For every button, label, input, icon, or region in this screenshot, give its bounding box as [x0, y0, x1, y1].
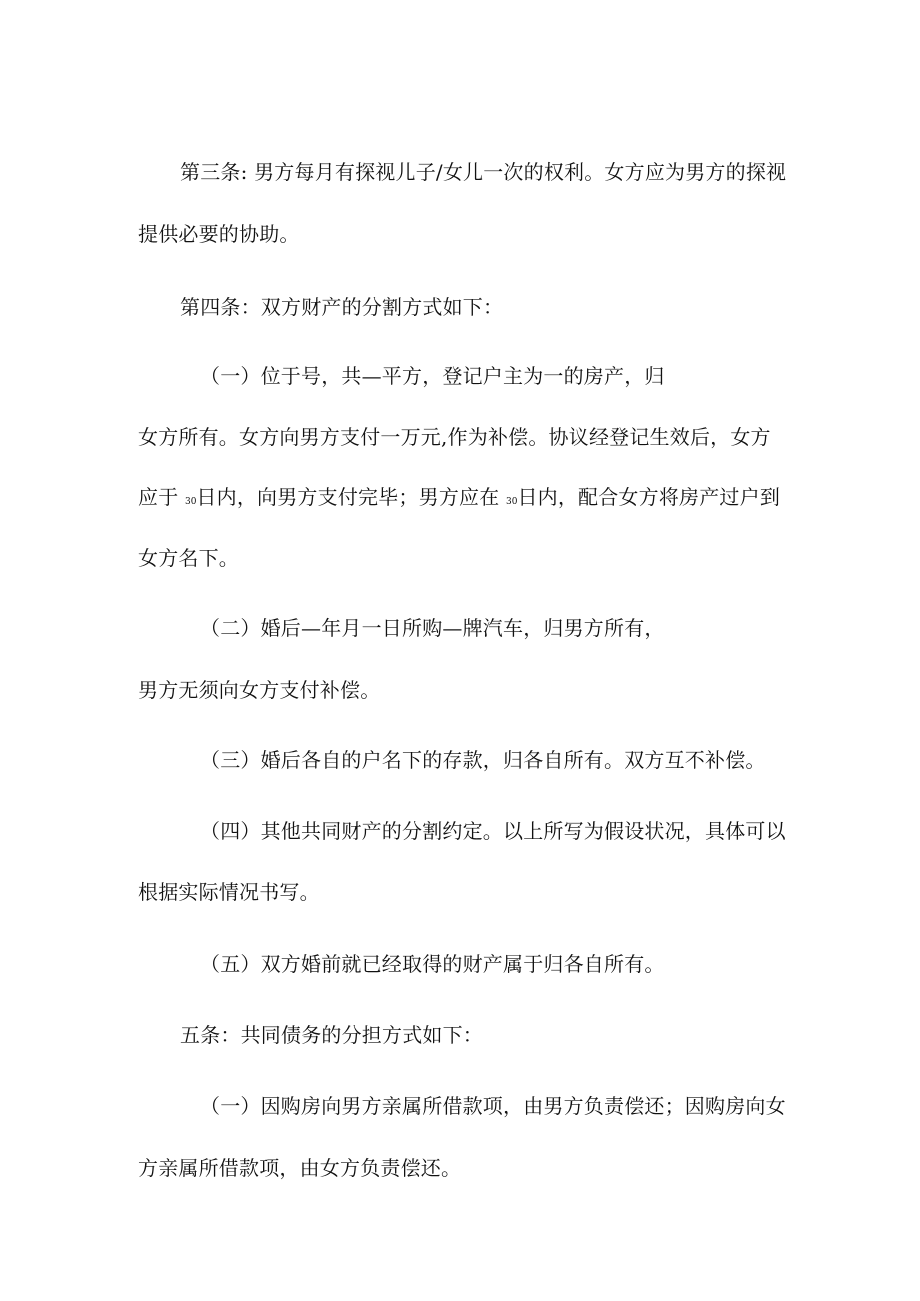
article4-item2-line1: （二）婚后—年月一日所购—牌汽车，归男方所有， [200, 616, 665, 640]
article4-item1-line2: 女方所有。女方向男方支付一万元,作为补偿。协议经登记生效后，女方 [138, 425, 771, 449]
article5-heading: 五条：共同债务的分担方式如下： [180, 1023, 483, 1047]
article4-item4-line1: （四）其他共同财产的分割约定。以上所写为假设状况，具体可以 [200, 819, 786, 843]
article4-item1-line1: （一）位于号，共—平方，登记户主为一的房产，归 [200, 364, 665, 388]
days-number-1: 30 [184, 497, 197, 507]
article4-item1-line3 [138, 485, 780, 514]
article4-item1-line4: 女方名下。 [138, 546, 239, 570]
article4-item2-line2: 男方无须向女方支付补偿。 [138, 678, 381, 702]
article4-item1-line3-part-b: 日内，向男方支付完毕；男方应在 [196, 485, 506, 509]
article4-item1-line3-part-c: 日内，配合女方将房产过户到 [517, 485, 781, 509]
days-number-2: 30 [505, 497, 518, 507]
article3-line2: 提供必要的协助。 [138, 222, 300, 246]
article4-heading: 第四条：双方财产的分割方式如下： [180, 295, 504, 319]
article4-item1-line3-part-a: 应于 [138, 485, 185, 509]
article4-item3-line1: （三）婚后各自的户名下的存款，归各自所有。双方互不补偿。 [200, 748, 766, 772]
article3-line1: 第三条: 男方每月有探视儿子/女儿一次的权利。女方应为男方的探视 [180, 160, 787, 184]
article5-item1-line2: 方亲属所借款项，由女方负责偿还。 [138, 1156, 462, 1180]
article4-item4-line2: 根据实际情况书写。 [138, 880, 320, 904]
article5-item1-line1: （一）因购房向男方亲属所借款项，由男方负责偿还；因购房向女 [200, 1094, 786, 1118]
article4-item5-line1: （五）双方婚前就已经取得的财产属于归各自所有。 [200, 952, 665, 976]
